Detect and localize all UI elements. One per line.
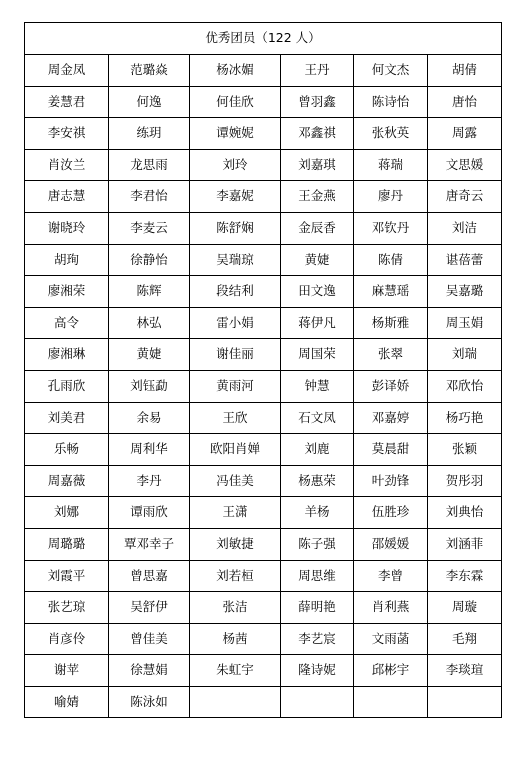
name-cell: 肖利燕 — [354, 592, 428, 624]
name-cell: 吴瑞琼 — [190, 244, 281, 276]
name-cell: 廖湘荣 — [25, 276, 109, 308]
name-cell: 吴嘉璐 — [428, 276, 502, 308]
name-cell: 龙思雨 — [109, 149, 190, 181]
name-cell: 伍胜珍 — [354, 497, 428, 529]
table-row — [25, 118, 502, 150]
name-cell: 邱彬宇 — [354, 655, 428, 687]
name-cell: 陈泳如 — [109, 686, 190, 718]
name-cell: 唐怡 — [428, 86, 502, 118]
name-cell: 邓欣怡 — [428, 370, 502, 402]
name-cell: 贺彤羽 — [428, 465, 502, 497]
name-cell: 邵媛媛 — [354, 528, 428, 560]
name-cell: 张翠 — [354, 339, 428, 371]
name-cell: 段结利 — [190, 276, 281, 308]
name-cell: 刘鹿 — [281, 434, 354, 466]
name-cell: 谢晓玲 — [25, 212, 109, 244]
table-row — [25, 623, 502, 655]
name-cell: 唐志慧 — [25, 181, 109, 213]
name-cell — [281, 686, 354, 718]
name-cell: 刘涵菲 — [428, 528, 502, 560]
table-row — [25, 276, 502, 308]
name-cell: 孔雨欣 — [25, 370, 109, 402]
name-cell: 石文凤 — [281, 402, 354, 434]
table-title: 优秀团员（122 人） — [25, 23, 502, 55]
name-cell — [354, 686, 428, 718]
name-cell: 冯佳美 — [190, 465, 281, 497]
name-cell: 喻婧 — [25, 686, 109, 718]
name-cell: 刘霞平 — [25, 560, 109, 592]
name-cell: 肖汝兰 — [25, 149, 109, 181]
name-cell: 杨冰媚 — [190, 55, 281, 87]
name-cell: 何文杰 — [354, 55, 428, 87]
name-cell: 刘若桓 — [190, 560, 281, 592]
name-cell: 张艺琼 — [25, 592, 109, 624]
name-cell: 杨惠荣 — [281, 465, 354, 497]
name-cell: 廖丹 — [354, 181, 428, 213]
table-row — [25, 592, 502, 624]
name-cell: 周思维 — [281, 560, 354, 592]
name-cell: 彭译娇 — [354, 370, 428, 402]
table-row — [25, 55, 502, 87]
name-cell: 毛翔 — [428, 623, 502, 655]
name-cell: 谭婉妮 — [190, 118, 281, 150]
name-cell: 周璐璐 — [25, 528, 109, 560]
name-cell: 李丹 — [109, 465, 190, 497]
name-cell: 田文逸 — [281, 276, 354, 308]
table-row — [25, 212, 502, 244]
table-row — [25, 497, 502, 529]
name-cell: 李麦云 — [109, 212, 190, 244]
name-cell: 李琰瑄 — [428, 655, 502, 687]
name-cell: 徐静怡 — [109, 244, 190, 276]
name-cell: 文思媛 — [428, 149, 502, 181]
name-cell: 周璇 — [428, 592, 502, 624]
name-cell: 李曾 — [354, 560, 428, 592]
table-row — [25, 465, 502, 497]
name-cell: 胡珣 — [25, 244, 109, 276]
table-row — [25, 655, 502, 687]
name-cell: 范璐焱 — [109, 55, 190, 87]
name-cell: 黄婕 — [281, 244, 354, 276]
name-cell: 杨茜 — [190, 623, 281, 655]
name-cell: 邓鑫祺 — [281, 118, 354, 150]
name-cell: 李君怡 — [109, 181, 190, 213]
name-cell: 林弘 — [109, 307, 190, 339]
name-cell: 文雨菡 — [354, 623, 428, 655]
name-cell: 欧阳肖婵 — [190, 434, 281, 466]
name-cell: 周国荣 — [281, 339, 354, 371]
name-cell: 陈子强 — [281, 528, 354, 560]
name-cell: 刘玲 — [190, 149, 281, 181]
name-cell: 何逸 — [109, 86, 190, 118]
name-cell: 王金燕 — [281, 181, 354, 213]
name-cell: 练玥 — [109, 118, 190, 150]
name-cell: 李东霖 — [428, 560, 502, 592]
table-row — [25, 370, 502, 402]
name-cell: 何佳欣 — [190, 86, 281, 118]
table-row — [25, 560, 502, 592]
name-cell: 金辰香 — [281, 212, 354, 244]
name-cell: 叶劲锋 — [354, 465, 428, 497]
name-cell: 王潇 — [190, 497, 281, 529]
name-cell: 莫晨甜 — [354, 434, 428, 466]
table-header-row — [25, 23, 502, 55]
table-row — [25, 686, 502, 718]
name-cell: 刘敏捷 — [190, 528, 281, 560]
name-cell: 黄雨河 — [190, 370, 281, 402]
name-cell: 曾思嘉 — [109, 560, 190, 592]
name-cell: 张洁 — [190, 592, 281, 624]
name-cell: 张秋英 — [354, 118, 428, 150]
name-cell: 黄婕 — [109, 339, 190, 371]
name-cell: 刘典怡 — [428, 497, 502, 529]
table-row — [25, 307, 502, 339]
name-cell: 刘美君 — [25, 402, 109, 434]
name-cell: 朱虹宇 — [190, 655, 281, 687]
table-row — [25, 402, 502, 434]
name-cell: 吴舒伊 — [109, 592, 190, 624]
name-cell: 王欣 — [190, 402, 281, 434]
name-cell: 刘娜 — [25, 497, 109, 529]
table-row — [25, 149, 502, 181]
name-cell: 刘钰勐 — [109, 370, 190, 402]
name-cell: 张颖 — [428, 434, 502, 466]
name-cell: 羊杨 — [281, 497, 354, 529]
name-cell: 麻慧瑶 — [354, 276, 428, 308]
name-cell: 周利华 — [109, 434, 190, 466]
name-cell: 雷小娟 — [190, 307, 281, 339]
name-cell: 覃邓幸子 — [109, 528, 190, 560]
name-cell: 周嘉薇 — [25, 465, 109, 497]
name-cell: 邓钦丹 — [354, 212, 428, 244]
name-cell: 周露 — [428, 118, 502, 150]
name-cell: 刘嘉琪 — [281, 149, 354, 181]
name-cell: 邓嘉婷 — [354, 402, 428, 434]
name-cell: 谌蓓蕾 — [428, 244, 502, 276]
name-cell: 余易 — [109, 402, 190, 434]
name-cell: 唐奇云 — [428, 181, 502, 213]
table-row — [25, 528, 502, 560]
name-cell: 曾佳美 — [109, 623, 190, 655]
name-cell: 李安祺 — [25, 118, 109, 150]
name-cell: 陈舒娴 — [190, 212, 281, 244]
name-cell: 蒋伊凡 — [281, 307, 354, 339]
table-row — [25, 434, 502, 466]
name-cell: 杨斯雅 — [354, 307, 428, 339]
name-cell: 刘洁 — [428, 212, 502, 244]
name-cell: 薛明艳 — [281, 592, 354, 624]
name-cell: 廖湘琳 — [25, 339, 109, 371]
name-cell: 杨巧艳 — [428, 402, 502, 434]
name-cell — [428, 686, 502, 718]
name-cell: 肖彦伶 — [25, 623, 109, 655]
name-cell: 钟慧 — [281, 370, 354, 402]
name-cell: 陈诗怡 — [354, 86, 428, 118]
name-cell: 陈辉 — [109, 276, 190, 308]
name-cell: 陈倩 — [354, 244, 428, 276]
name-cell: 隆诗妮 — [281, 655, 354, 687]
honor-roll-table — [24, 22, 502, 718]
name-cell: 谢佳丽 — [190, 339, 281, 371]
table-row — [25, 86, 502, 118]
table-row — [25, 339, 502, 371]
table-row — [25, 181, 502, 213]
name-cell: 李艺宸 — [281, 623, 354, 655]
name-cell: 谭雨欣 — [109, 497, 190, 529]
table-body — [25, 55, 502, 718]
name-cell: 胡倩 — [428, 55, 502, 87]
name-cell: 周玉娟 — [428, 307, 502, 339]
name-cell — [190, 686, 281, 718]
name-cell: 徐慧娟 — [109, 655, 190, 687]
table-row — [25, 244, 502, 276]
name-cell: 高令 — [25, 307, 109, 339]
name-cell: 王丹 — [281, 55, 354, 87]
name-cell: 曾羽鑫 — [281, 86, 354, 118]
name-cell: 谢苹 — [25, 655, 109, 687]
name-cell: 蒋瑞 — [354, 149, 428, 181]
name-cell: 周金凤 — [25, 55, 109, 87]
name-cell: 姜慧君 — [25, 86, 109, 118]
name-cell: 李嘉妮 — [190, 181, 281, 213]
name-cell: 乐畅 — [25, 434, 109, 466]
name-cell: 刘瑞 — [428, 339, 502, 371]
